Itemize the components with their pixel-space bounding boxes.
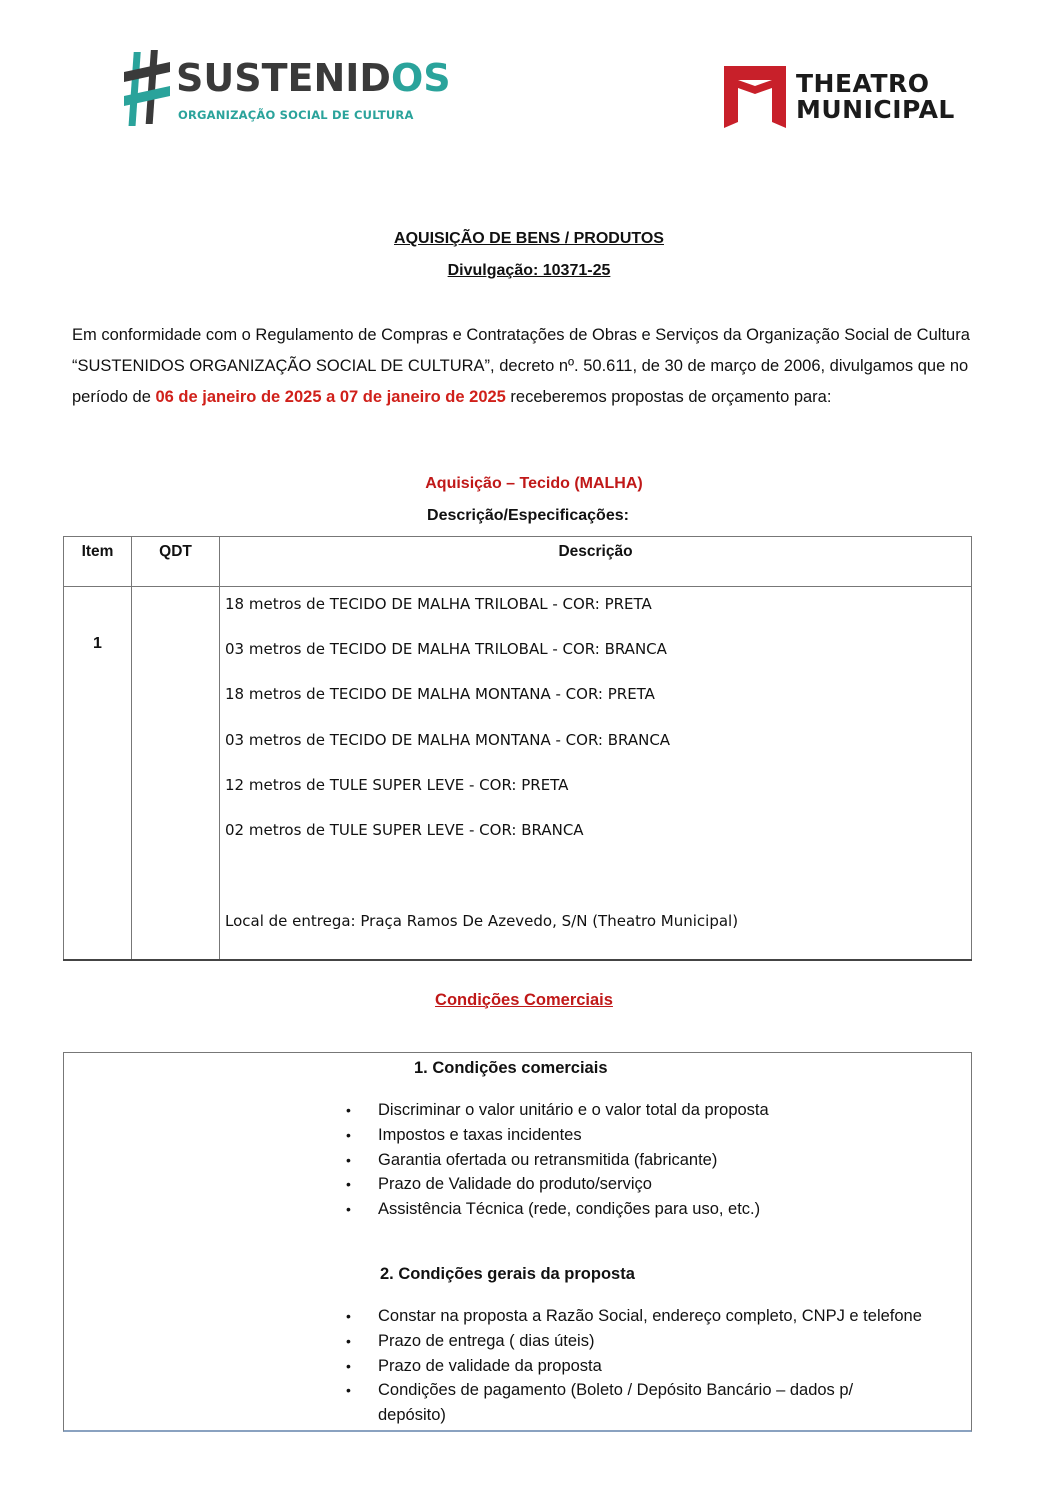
acquisition-title: Aquisição – Tecido (MALHA) [425, 475, 643, 492]
description-line: 03 metros de TECIDO DE MALHA MONTANA - COR: BRANCA [225, 731, 671, 749]
sustenidos-logo [124, 48, 451, 128]
items-table [63, 536, 972, 961]
section2-list [344, 1304, 964, 1428]
list-item: • Prazo de validade da proposta [344, 1354, 964, 1379]
bullet-icon: • [346, 1201, 351, 1218]
item-number: 1 [64, 587, 132, 961]
bullet-icon: • [346, 1102, 351, 1118]
conditions-box [63, 1052, 972, 1432]
list-item: • Discriminar o valor unitário e o valor total da proposta [344, 1098, 964, 1123]
list-item: • Condições de pagamento (Boleto / Depósito Bancário – dados p/ depósito) [344, 1378, 964, 1428]
description-line: 18 metros de TECIDO DE MALHA MONTANA - COR: PRETA [225, 685, 655, 703]
section1-list [344, 1098, 964, 1222]
bullet-icon: • [346, 1151, 351, 1168]
list-item: • Prazo de Validade do produto/serviço [344, 1172, 964, 1197]
commercial-conditions-title: Condições Comerciais [435, 991, 613, 1009]
hashtag-icon [124, 48, 172, 128]
list-item: • Constar na proposta a Razão Social, endereço completo, CNPJ e telefone [344, 1304, 964, 1329]
bullet-icon: • [346, 1308, 351, 1324]
intro-paragraph: Em conformidade com o Regulamento de Compras e Contratações de Obras e Serviços da Organização Social de Cultura “SUSTENIDOS ORGANIZAÇÃO SOCIAL DE CULTURA”, decreto nº. 50.611, de 30 de março de 2006, divulgamos que no período de 06 de janeiro de 2025 a 07 de janeiro de 2025 receberemos propostas de orçamento para: [72, 326, 970, 406]
list-item: • Garantia ofertada ou retransmitida (fabricante) [344, 1148, 964, 1173]
description-line: 03 metros de TECIDO DE MALHA TRILOBAL - COR: BRANCA [225, 640, 667, 658]
item-description [220, 587, 972, 961]
description-line: 02 metros de TULE SUPER LEVE - COR: BRANCA [225, 821, 584, 839]
header-qdt: QDT [132, 537, 220, 587]
theatro-mark-icon [724, 66, 786, 130]
theatro-logo-line1: THEATRO [796, 69, 930, 98]
list-item: • Assistência Técnica (rede, condições para uso, etc.) [344, 1197, 964, 1222]
list-item: • Prazo de entrega ( dias úteis) [344, 1329, 964, 1354]
bullet-icon: • [346, 1357, 351, 1374]
table-row [64, 587, 972, 961]
sustenidos-brand-name: SUSTENIDOS [176, 56, 451, 100]
table-header-row [64, 537, 972, 587]
sustenidos-subtitle: ORGANIZAÇÃO SOCIAL DE CULTURA [178, 108, 414, 122]
section2-heading: 2. Condições gerais da proposta [380, 1265, 635, 1283]
delivery-location: Local de entrega: Praça Ramos De Azevedo, S/N (Theatro Municipal) [225, 912, 739, 930]
bullet-icon: • [346, 1332, 351, 1349]
section1-heading: 1. Condições comerciais [414, 1059, 608, 1077]
document-title: AQUISIÇÃO DE BENS / PRODUTOS [394, 230, 664, 247]
item-quantity [132, 587, 220, 961]
specifications-heading: Descrição/Especificações: [427, 507, 629, 524]
list-item: • Impostos e taxas incidentes [344, 1123, 964, 1148]
description-line: 18 metros de TECIDO DE MALHA TRILOBAL - COR: PRETA [225, 595, 652, 613]
disclosure-number: Divulgação: 10371-25 [447, 262, 611, 279]
theatro-municipal-logo [724, 64, 964, 130]
description-line: 12 metros de TULE SUPER LEVE - COR: PRETA [225, 776, 569, 794]
bullet-icon: • [346, 1126, 351, 1143]
bullet-icon: • [346, 1382, 351, 1399]
header-description: Descrição [220, 537, 972, 587]
proposal-period: 06 de janeiro de 2025 a 07 de janeiro de 2025 [155, 388, 506, 406]
header-item: Item [64, 537, 132, 587]
theatro-logo-line2: MUNICIPAL [796, 95, 955, 124]
bullet-icon: • [346, 1176, 351, 1193]
